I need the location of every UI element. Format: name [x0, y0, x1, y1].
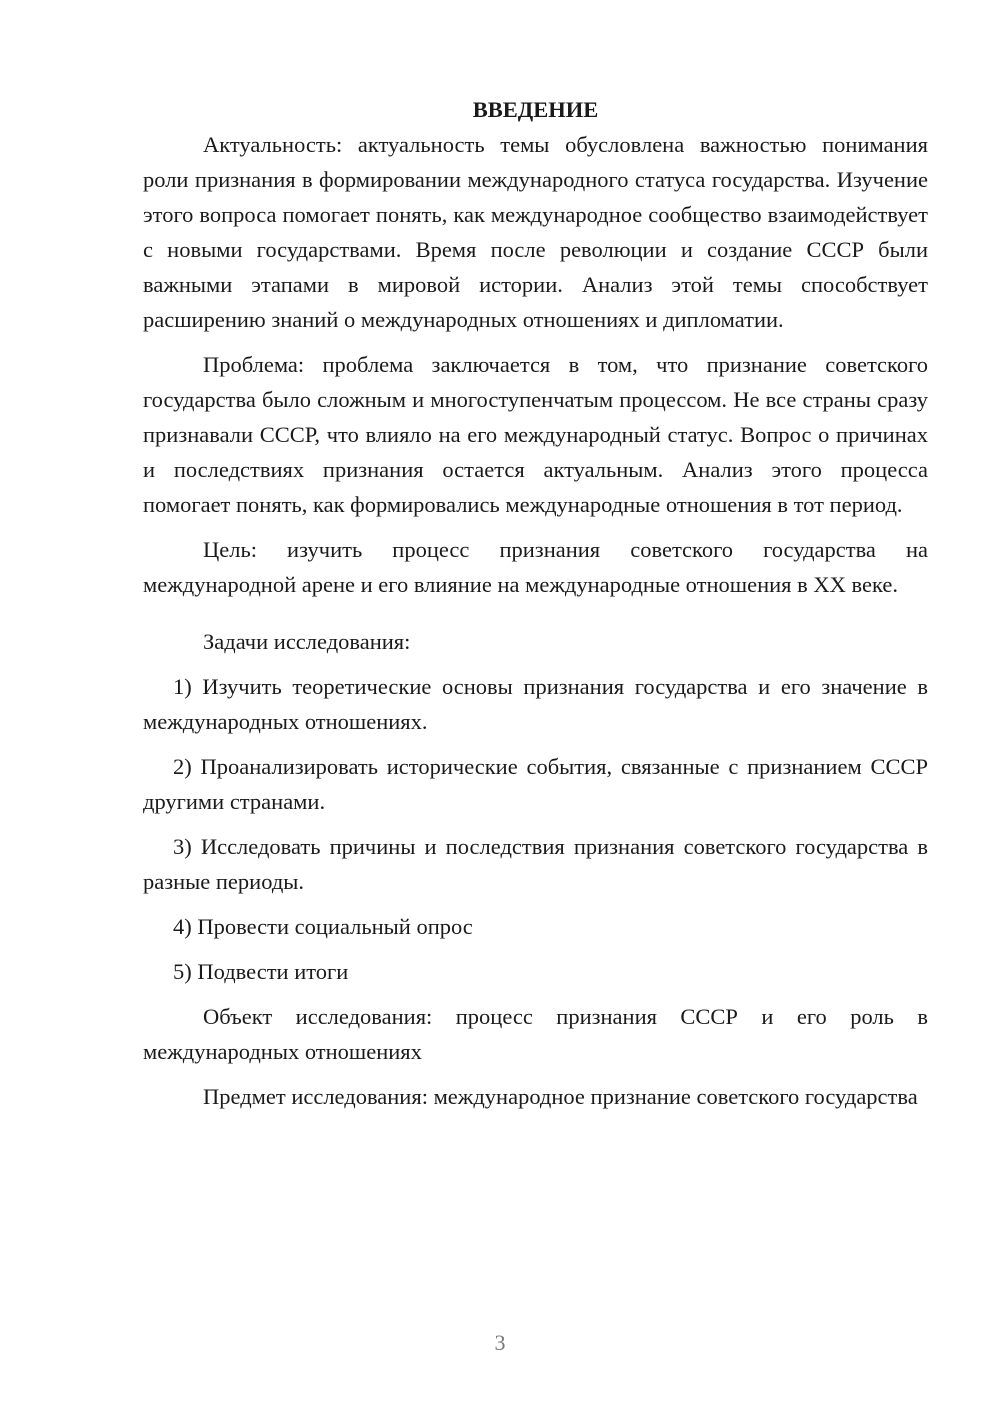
task-item-1: 1) Изучить теоретические основы признания государства и его значение в международных отношениях. — [143, 674, 928, 734]
document-title: ВВЕДЕНИЕ — [472, 97, 599, 122]
problem-paragraph: Проблема: проблема заключается в том, что признание советского государства было сложным и многоступенчатым процессом. Не все страны сразу признавали СССР, что влияло на его международный статус. Вопрос о причинах и последствиях признания остается актуальным. Анализ этого процесса помогает понять, как формировались международные отношения в тот период. — [143, 352, 928, 517]
relevance-paragraph: Актуальность: актуальность темы обусловлена важностью понимания роли признания в формировании международного статуса государства. Изучение этого вопроса помогает понять, как международное сообщество взаимодействует с новыми государствами. Время после революции и создание СССР были важными этапами в мировой истории. Анализ этой темы способствует расширению знаний о международных отношениях и дипломатии. — [143, 132, 928, 332]
document-page — [143, 92, 928, 1114]
task-item-2: 2) Проанализировать исторические события, связанные с признанием СССР другими странами. — [143, 754, 928, 814]
subject-paragraph: Предмет исследования: международное признание советского государства — [203, 1084, 918, 1109]
tasks-list — [143, 669, 928, 989]
task-item-3: 3) Исследовать причины и последствия признания советского государства в разные периоды. — [143, 834, 928, 894]
object-paragraph: Объект исследования: процесс признания СССР и его роль в международных отношениях — [143, 1004, 928, 1064]
tasks-heading: Задачи исследования: — [203, 629, 411, 654]
task-item-4: 4) Провести социальный опрос — [173, 914, 473, 939]
task-item-5: 5) Подвести итоги — [173, 959, 349, 984]
goal-paragraph: Цель: изучить процесс признания советского государства на международной арене и его влияние на международные отношения в XX веке. — [143, 537, 928, 597]
page-number: 3 — [494, 1330, 506, 1355]
